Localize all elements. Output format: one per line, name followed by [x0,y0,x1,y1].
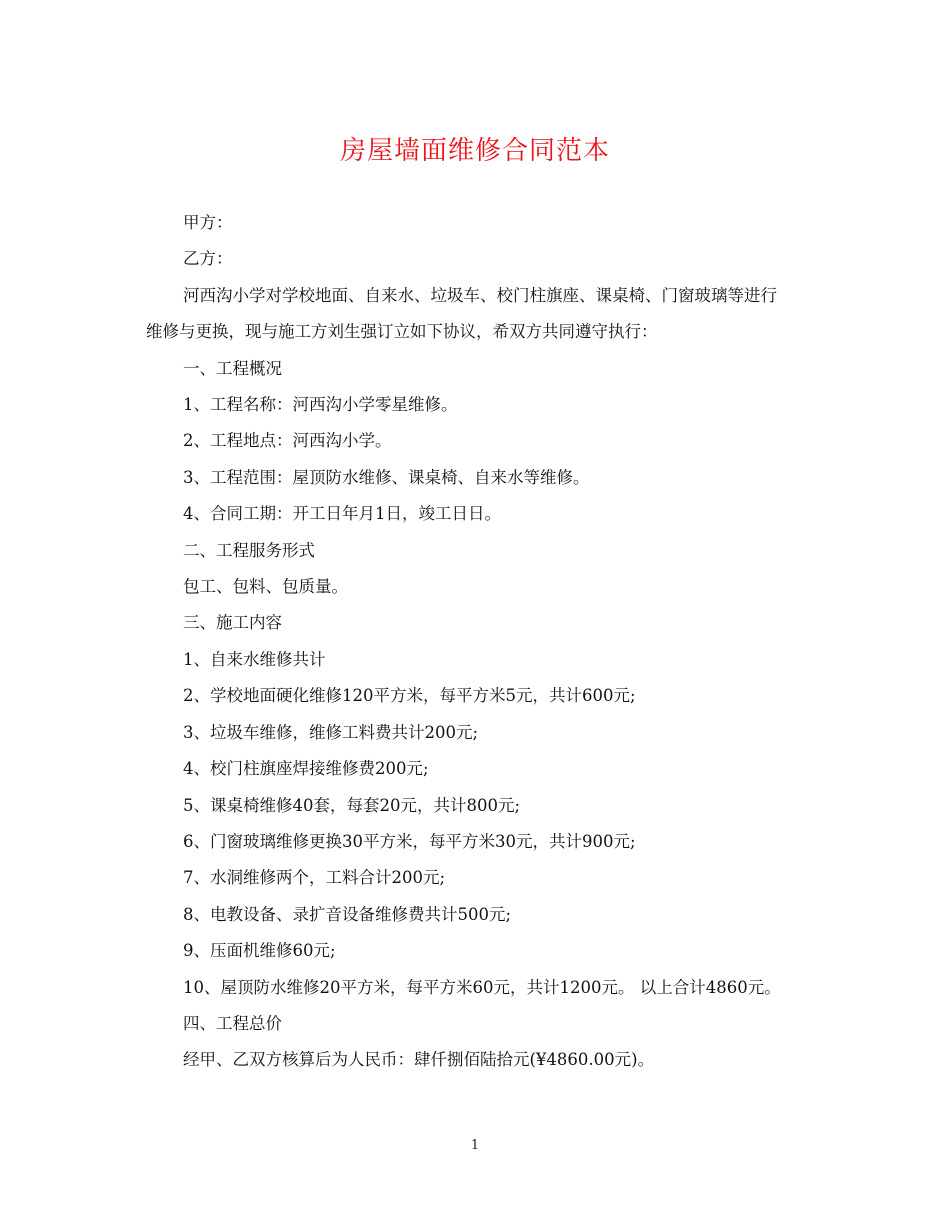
document-body [146,205,786,1079]
total-price-line: 经甲、乙双方核算后为人民币：肆仟捌佰陆拾元(¥4860.00元)。 [183,1050,655,1070]
content-item-7: 7、水洞维修两个，工料合计200元; [183,868,446,888]
document-title: 房屋墙面维修合同范本 [339,136,610,166]
service-form-line: 包工、包料、包质量。 [183,577,348,597]
content-item-3: 3、垃圾车维修，维修工料费共计200元; [183,722,479,742]
section-heading-1: 一、工程概况 [183,358,282,378]
content-item-8: 8、电教设备、录扩音设备维修费共计500元; [183,904,512,924]
content-item-4: 4、校门柱旗座焊接维修费200元; [183,759,429,779]
intro-paragraph: 河西沟小学对学校地面、自来水、垃圾车、校门柱旗座、课桌椅、门窗玻璃等进行维修与更换，现与施工方刘生强订立如下协议，希双方共同遵守执行： [146,285,777,342]
project-scope-line: 3、工程范围：屋顶防水维修、课桌椅、自来水等维修。 [183,467,590,487]
party-a-line: 甲方： [183,213,233,232]
content-item-2: 2、学校地面硬化维修120平方米，每平方米5元，共计600元; [183,686,636,706]
section-heading-2: 二、工程服务形式 [183,540,315,560]
content-item-1: 1、自来水维修共计 [183,649,326,669]
section-heading-4: 四、工程总价 [183,1013,282,1033]
section-heading-3: 三、施工内容 [183,613,282,633]
project-name-line: 1、工程名称：河西沟小学零星维修。 [183,395,458,415]
content-item-9: 9、压面机维修60元; [183,941,336,961]
content-item-6: 6、门窗玻璃维修更换30平方米，每平方米30元，共计900元; [183,831,636,851]
content-item-10: 10、屋顶防水维修20平方米，每平方米60元，共计1200元。 以上合计4860元。 [183,977,781,997]
project-location-line: 2、工程地点：河西沟小学。 [183,431,392,451]
page-number: 1 [470,1138,480,1153]
contract-period-line: 4、合同工期：开工日年月1日，竣工日日。 [183,504,501,524]
content-item-5: 5、课桌椅维修40套，每套20元，共计800元; [183,795,521,815]
party-b-line: 乙方： [183,249,233,269]
